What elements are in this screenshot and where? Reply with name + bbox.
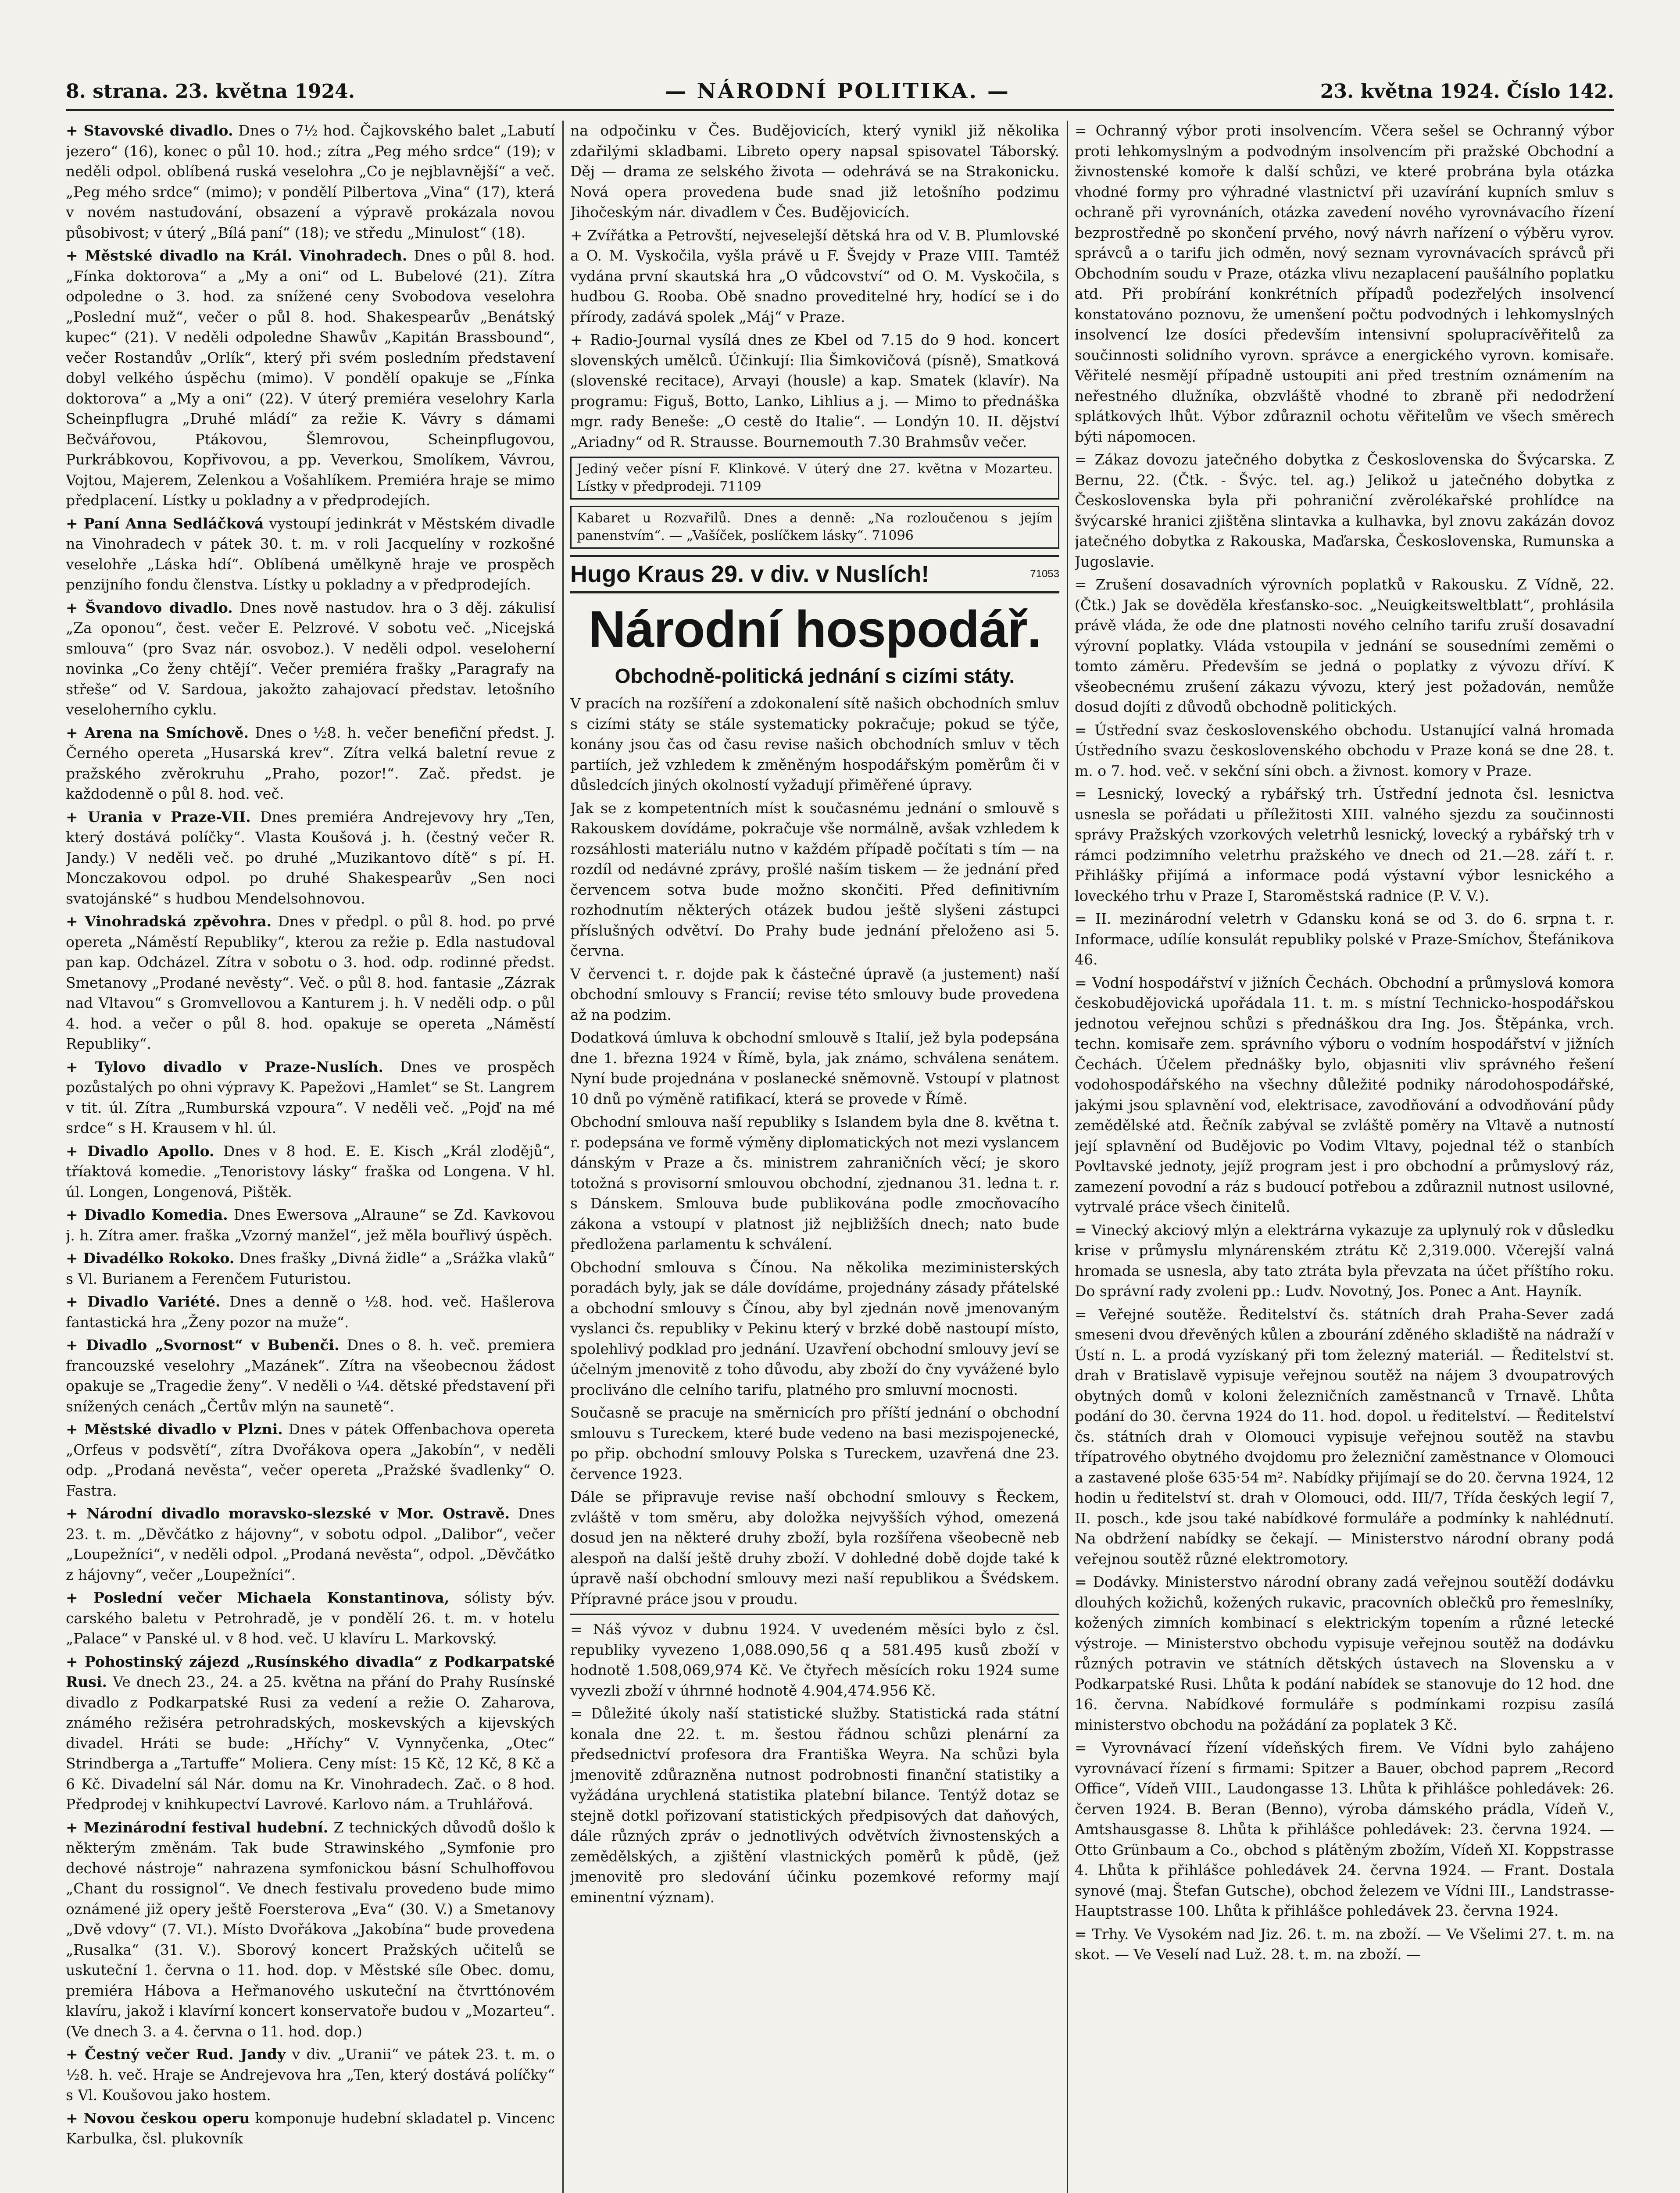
notice-title: + Divadlo Apollo. [66,1142,214,1160]
notice-text: vystoupí jedinkrát v Městském divadle na Vinohradech v pátek 30. t. m. v roli Jacquelíny v rozkošné veselohře „Láska hdí“. Oblíbená umělkyně hraje ve prospěch penzijního fondu členstva. Lístky u pokladny a v předprodejích. [66,514,555,593]
theatre-notice [66,246,555,511]
theatre-notice [66,1335,555,1417]
theatre-notice [66,1057,555,1139]
notice-text: Dnes o 7½ hod. Čajkovského balet „Labutí jezero“ (16), konec o půl 10. hod.; zítra „Peg mého srdce“ (19); v neděli odpol. oblíbená ruská veselohra „Co je nejblavnější“ a več. „Peg mého srdce“ (mimo); v pondělí Pilbertova „Vina“ (17), která v novém nastudování, obsazení a výpravě prokázala novou působivost; v úterý „Bílá paní“ (18); ve středu „Minulost“ (18). [66,122,555,241]
theatre-notice [66,514,555,595]
notice-text: v div. „Uranii“ ve pátek 23. t. m. o ½8. h. več. Hraje se Andrejevova hra „Ten, který dostává políčky“ s Vl. Koušovou jako hostem. [66,2046,555,2104]
article-paragraph: Dále se připravuje revise naší obchodní smlouvy s Řeckem, zvláště v tom směru, aby doložka nejvyšších výhod, omezená dosud jen na některé druhy zboží, byla rozšířena všeobecně neb alespoň na další ještě druhy zboží. V dohledné době dojde také k úpravě naší obchodní smlouvy mezi naší republikou a Švédskem. Přípravné práce jsou v proudu. [570,1488,1059,1607]
notice-title: + Urania v Praze-VII. [66,808,251,825]
theatre-notice [66,723,555,804]
column-rule-1 [562,121,564,2193]
economy-notice: = Ochranný výbor proti insolvencím. Včera sešel se Ochranný výbor proti lehkomyslným a podvodným insolvencím při pražské Obchodní a živnostenské komoře k další schůzi, ve které probrána byla otázka vhodné formy pro výhradné vlastnictví při uzavírání kupních smluv s ochraně při vyrovnáních, otázka zavedení nového vyrovnávacího řízení bezprostředně po skončení prvého, nový návrh nařízení o výběru vyrov. správců a o tarifu jich odměn, nový seznam vyrovnávacích správců při Obchodním soudu v Praze, otázka vlivu nezaplacení paušálního poplatku atd. Při probírání konkrétních případů podezřelých insolvencí konstatováno poznovu, že umenšení počtu podvodných i lehkomyslných insolvencí lze dosíci především intensivní spolupracívěřitelů za součinnosti solidního vyrovn. správce a energického vyrovn. komisaře. Věřitelé nesmějí případně ustoupiti ani před trestním oznámením na neřestného dlužníka, obzvláště vhodné to zbraně při nedodržení splátkových lhůt. Výbor zdůraznil ochotu věřitelům ve všech směrech býti nápomocen. [1075,122,1614,445]
article-trade-negotiations [570,693,1059,1609]
article-paragraph: Současně se pracuje na směrnicích pro příští jednání o obchodní smlouvu s Tureckem, které bude vedeno na basi mezispojenecké, po přip. obchodní smlouvy Polska s Tureckem, uzavřená dne 23. července 1923. [570,1404,1059,1482]
header-left: 8. strana. 23. května 1924. [66,80,355,103]
notice-text: Dnes v 8 hod. E. E. Kisch „Král zlodějů“, tříaktová komedie. „Tenoristovy lásky“ fraška od Longena. V hl. úl. Longen, Longenová, Pištěk. [66,1142,555,1200]
theatre-notice [66,2044,555,2106]
notice-title: + Národní divadlo moravsko-slezské v Mor. Ostravě. [66,1505,510,1522]
theatre-notice [66,1141,555,1203]
notice-title: + Poslední večer Michaela Konstantinova, [66,1589,450,1606]
notice-text: Z technických důvodů došlo k některým změnám. Tak bude Strawinského „Symfonie pro dechové nástroje“ nahrazena symfonickou básní Schulhoffovou „Chant du rossignol“. Ve dnech festivalu provedeno bude mimo oznámené již opery ještě Foersterova „Eva“ (30. V.) a Smetanovy „Dvě vdovy“ (7. VI.). Místo Dvořákova „Jakobína“ bude provedena „Rusalka“ (31. V.). Sborový koncert Pražských učitelů se uskuteční 1. června o 11. hod. dop. v Městské síle Obec. domu, premiéra Hábova a Heřmanového uskuteční na čtvrttónovém klavíru, jakož i klavírní koncert konservatoře budou v „Mozarteu“. (Ve dnech 3. a 4. června o 11. hod. dop.) [66,1818,555,2040]
section-title: Národní hospodář. [588,600,1041,658]
theatre-notice [66,598,555,720]
notice-title: + Arena na Smíchově. [66,724,249,741]
column-economy [1075,121,1614,2193]
section-subtitle: Obchodně-politická jednání s cizími státy. [615,664,1015,687]
theatre-notice [66,1248,555,1289]
notice-text: Dnes nově nastudov. hra o 3 děj. zákulisí „Za oponou“, čest. večer E. Pelzrové. V sobotu več. „Nicejská smlouva“ (pro Svaz nár. osvoboz.). V neděli odpol. veseloherní novinka „Co ženy chtějí“. Večer premiéra frašky „Paragrafy na střeše“ od V. Sardoua, jakožto zahajovací představ. letošního veseloherního cyklu. [66,599,555,718]
notice-paragraph: + Zvířátka a Petrovští, nejveselejší dětská hra od V. B. Plumlovské a O. M. Vyskočila, vyšla právě u F. Švejdy v Praze VIII. Tamtéž vydána první skautská hra „O vůdcovství“ od O. M. Vyskočila, s hudbou G. Rooba. Obě snadno proveditelné hry, hodící se i do přírody, zadává spolek „Máj“ v Praze. [570,226,1059,325]
header-masthead: — NÁRODNÍ POLITIKA. — [665,79,1010,104]
column-theatre [66,121,555,2193]
notice-title: + Pohostinský zájezd „Rusínského divadla“ z Podkarpatské Rusi. [66,1653,555,1690]
column-rule-2 [1067,121,1068,2193]
notice-title: + Divadlo „Svornost“ v Bubenči. [66,1336,340,1354]
notice-text: Dnes frašky „Divná židle“ a „Srážka vlaků“ s Vl. Burianem a Ferenčem Futuristou. [66,1250,555,1287]
theatre-notice [66,1292,555,1332]
economy-notice: = Vodní hospodářství v jižních Čechách. Obchodní a průmyslová komora českobudějovická upořádala 11. t. m. s místní Technicko-hospodářskou jednotou veřejnou schůzi s přednáškou dra Ing. Jos. Štěpánka, vrch. techn. komisaře zem. správního výboru o vodním hospodářství v jižních Čechách. Účelem přednášky bylo, objasniti vliv správného řešení vodohospodářského na všechny důležité podniky národohospodářské, jakými jsou splavnění vod, elektrisace, zavodňování a odvodňování půdy zemědělské atd. Řečník zabýval se zvláště poměry na Vltavě a nutností její splavnění od Budějovic po Vodim Vltavy, pojednal též o stanbích Povltavské jednoty, jejíž program jest i pro obchodní a průmyslový ráz, zamezení povodní a ráz s budoucí potřebou a zdůraznil nutnost usilovné, vytrvalé práce všech činitelů. [1075,974,1614,1215]
ad-rozvarilu: Kabaret u Rozvařilů. Dnes a denně: „Na rozloučenou s jejím panenstvím“. — „Vašíček, poslíčkem lásky“. 71096 [570,506,1059,549]
notice-title: + Divadélko Rokoko. [66,1250,235,1267]
middle-top-notices [570,121,1059,452]
theatre-notice [66,1205,555,1246]
theatre-notice [66,121,555,243]
article-paragraph: Dodatková úmluva k obchodní smlouvě s Italií, jež byla podepsána dne 1. března 1924 v Římě, byla, jak známo, schválena senátem. Nyní bude projednána v poslanecké sněmovně. Vstoupí v platnost 10 dnů po výměně ratifikací, která se provede v Římě. [570,1029,1059,1107]
theatre-notice [66,1419,555,1501]
economy-notice: = Dodávky. Ministerstvo národní obrany zadá veřejnou soutěží dodávku dlouhých kožichů, kožených rukavic, pracovních oblečků pro řemeslníky, kožených zimních kombinací s elektrickým topením a různé letecké výstroje. — Ministerstvo obchodu vypisuje veřejnou soutěž na dodávku různých potravin ve státních dětských ústavech na Slovensku a v Podkarpatské Rusi. Lhůta k podání nabídek se stanovuje do 12 hod. dne 16. června. Nabídkové formuláře s podmínkami rozpisu zasílá ministerstvo obchodu na požádání za poplatek 3 Kč. [1075,1573,1614,1733]
economy-notice: = Zrušení dosavadních výrovních poplatků v Rakousku. Z Vídně, 22. (Čtk.) Jak se dověděla křesťansko-soc. „Neuigkeitsweltblatt“, prohlásila právě vláda, že ode dne platnosti nového celního tarifu zruší dosavadní výrovní poplatky. Vláda vstoupila v jednání se sousedními zeměmi o tomto záměru. Především se jedná o poplatky z vývozu dříví. K všeobecnému zrušení zákazu vývozu, který jest požadován, nemůže dosud dojíti z důvodů obchodně politických. [1075,576,1614,715]
theatre-notice [66,2108,555,2149]
notice-title: + Švandovo divadlo. [66,599,233,616]
notice-text: Dnes o 8. h. več. premiera francouzské veselohry „Mazánek“. Zítra na všeobecnou žádost opakuje se „Tragedie ženy“. V neděli o ¼4. dětské představení při snížených cenách „Čertův mlýn na saunetě“. [66,1336,555,1415]
page-header [66,74,1614,111]
column-middle [570,121,1059,2193]
theatre-notice [66,911,555,1054]
notice-text: sólisty býv. carského baletu v Petrohradě, je v pondělí 26. t. m. v hotelu „Palace“ v Panské ul. v 8 hod. več. U klavíru L. Markovský. [66,1589,555,1647]
notice-text: Dnes a denně o ½8. hod. več. Hašlerova fantastická hra „Ženy pozor na muže“. [66,1293,555,1331]
economy-notice: = Náš vývoz v dubnu 1924. V uvedeném měsíci bylo z čsl. republiky vyvezeno 1,088.090,56 q a 581.495 kusů zboží v hodnotě 1.508,069,974 Kč. Ve čtyřech měsících roku 1924 sume vyvezli zboží v úhrnné hodnotě 4.904,474.956 Kč. [570,1621,1059,1699]
economy-notice: = Trhy. Ve Vysokém nad Jiz. 26. t. m. na zboží. — Ve Všelimi 27. t. m. na skot. — Ve Veselí nad Luž. 28. t. m. na zboží. — [1075,1925,1614,1963]
notice-title: + Mezinárodní festival hudební. [66,1818,329,1836]
header-right: 23. května 1924. Číslo 142. [1320,80,1614,103]
article-paragraph: V pracích na rozšíření a zdokonalení sítě našich obchodních smluv s cizími státy se stále systematicky pokračuje; pokud se týče, konány jsou čas od času revise našich obchodních smluv v těch partiích, jež vzhledem k změněným hospodářským poměrům či v důsledcích jiných okolností vyžadují přiměřené úpravy. [570,695,1059,793]
theatre-notice [66,1504,555,1585]
ad-klinkova: Jediný večer písní F. Klinkové. V úterý dne 27. května v Mozarteu. Lístky v předprodeji. 71109 [570,457,1059,500]
notice-title: + Městské divadlo v Plzni. [66,1421,283,1438]
economy-notice: = Veřejné soutěže. Ředitelství čs. státních drah Praha-Sever zadá smeseni dvou dřevěných kůlen a zbourání zděného skladiště na nádraží v Ústí n. L. a prodá vyzískaný při tom železný materiál. — Ředitelství st. drah v Bratislavě vypisuje veřejnou soutěž na nájem 3 dvoupatrových obytných domů v koloni železničních zaměstnanců v Trnavě. Lhůta podání do 30. června 1924 do 11. hod. dopol. u ředitelství. — Ředitelství čs. státních drah v Olomouci vypisuje veřejnou soutěž na stavbu třípatrového obytného dvojdomu pro železniční zaměstnance v Olomouci a zastavené ploše 635·54 m². Nabídky přijímají se do 20. června 1924, 12 hodin u ředitelství st. drah v Olomouci, odd. III/7, Třída českých legií 7, II. posch., kde jsou také nabídkové formuláře a podmínky k nahlédnutí. Na obdržení nabídky se čekají. — Ministerstvo národní obrany podá veřejnou soutěž různé elektromotory. [1075,1305,1614,1568]
ad-hugo-kraus: Hugo Kraus 29. v div. v Nuslích! 71053 [570,555,1059,593]
notice-text: Dnes ve prospěch pozůstalých po ohni výpravy K. Papežovi „Hamlet“ se St. Langrem v tit. úl. Zítra „Rumburská vzpoura“. V neděli več. „Pojď na mé srdce“ s H. Krausem v hl. úl. [66,1058,555,1136]
notice-title: + Městské divadlo na Král. Vinohradech. [66,247,407,264]
notice-text: Dnes premiéra Andrejevovy hry „Ten, který dostává políčky“. Vlasta Koušová j. h. (čestný večer R. Jandy.) V neděli več. po druhé „Muzikantovo dítě“ s pí. H. Monczakovou odpol. po druhé Shakespearův „Sen noci svatojánské“ s hudbou Mendelsohnovou. [66,808,555,907]
notice-paragraph: na odpočinku v Čes. Budějovicích, který vynikl již několika zdařilými skladbami. Libreto opery napsal spisovatel Táborský. Děj — drama ze selského života — odehrává se na Strakonicku. Nová opera provedena bude snad již letošního podzimu Jihočeským nár. divadlem v Čes. Budějovicích. [570,122,1059,221]
economy-notice: = Zákaz dovozu jatečného dobytka z Československa do Švýcarska. Z Bernu, 22. (Čtk. - Švýc. tel. ag.) Jelikož u jatečného dobytka z Československa byla při pohraniční zvěrolékařské prohlídce na švýcarské hranici zjištěna slintavka a kulhavka, byl znovu zakázán dovoz jatečného dobytka z Rakouska, Maďarska, Československa, Rumunska a Jugoslavie. [1075,451,1614,570]
notice-title: + Čestný večer Rud. Jandy [66,2046,286,2063]
notice-title: + Novou českou operu [66,2109,250,2127]
economy-notice: = Ústřední svaz československého obchodu. Ustanující valná hromada Ústředního svazu československého obchodu v Praze koná se dne 28. t. m. o 7. hod. več. v sekční síni obch. a živnost. komory v Praze. [1075,721,1614,779]
notice-title: + Vinohradská zpěvohra. [66,913,272,930]
notice-title: + Divadlo Variété. [66,1293,221,1310]
theatre-notice [66,1652,555,1815]
article-paragraph: V červenci t. r. dojde pak k částečné úpravě (a justement) naší obchodní smlouvy s Francií; revise této smlouvy bude provedena až na podzim. [570,965,1059,1023]
notice-text: Dnes v pátek Offenbachova opereta „Orfeus v podsvětí“, zítra Dvořákova opera „Jakobín“, v neděli odp. „Prodaná nevěsta“, večer opereta „Pražské švadlenky“ O. Fastra. [66,1421,555,1499]
middle-bottom-notices [570,1619,1059,1907]
notice-text: Dnes v předpl. o půl 8. hod. po prvé opereta „Náměstí Republiky“, kterou za režie p. Edla nastudoval pan kap. Odcházel. Zítra v sobotu o 3. hod. odp. rodinné předst. Smetanovy „Prodané nevěsty“. Več. o půl 8. hod. fantasie „Zázrak nad Vltavou“ s Gromvellovou a Kanturem j. h. V neděli odp. o půl 4. hod. a večer o půl 8. hod. opakuje se opereta „Náměstí Republiky“. [66,913,555,1052]
theatre-notice [66,807,555,909]
divider [570,1614,1059,1615]
theatre-notice [66,1818,555,2042]
notice-title: + Paní Anna Sedláčková [66,514,264,532]
economy-notice: = II. mezinárodní veletrh v Gdansku koná se od 3. do 6. srpna t. r. Informace, udílíe konsulát republiky polské v Praze-Smíchov, Štefánikova 46. [1075,910,1614,968]
notice-text: Dnes Ewersova „Alraune“ se Zd. Kavkovou j. h. Zítra amer. fraška „Vzorný manžel“, jež měla bouřlivý úspěch. [66,1206,555,1244]
economy-notice: = Lesnický, lovecký a rybářský trh. Ústřední jednota čsl. lesnictva usnesla se pořádati u příležitosti XIII. valného sjezdu za součinnosti správy Pražských vzorkových veletrhů lesnický, lovecký a rybářský trh v rámci podzimního veletrhu pražského ve dnech od 21.—28. září t. r. Přihlášky přijímá a informace podá výstavní výbor lesnického a loveckého trhu v Praze I, Staroměstská radnice (P. V. V.). [1075,785,1614,904]
economy-notice: = Vinecký akciový mlýn a elektrárna vykazuje za uplynulý rok v důsledku krise v průmyslu mlynárenském ztrátu Kč 2,319.000. Včerejší valná hromada se usnesla, aby tato ztráta byla převzata na účet příštího roku. Do správní rady zvoleni pp.: Ludv. Novotný, Jos. Ponec a Ant. Hayník. [1075,1221,1614,1300]
notice-text: Dnes 23. t. m. „Děvčátko z hájovny“, v sobotu odpol. „Dalibor“, večer „Loupežníci“, v neděli odpol. „Prodaná nevěsta“, odpol. „Děvčátko z hájovny“, večer „Loupežníci“. [66,1505,555,1583]
notice-text: komponuje hudební skladatel p. Vincenc Karbulka, čsl. plukovník [66,2109,555,2147]
article-paragraph: Obchodní smlouva naší republiky s Islandem byla dne 8. května t. r. podepsána ve formě výměny diplomatických not mezi vyslancem dánským v Praze a čs. ministrem zahraničních věcí; je skoro totožná s provisorní smlouvou obchodní, zjednanou 31. ledna t. r. s Dánskem. Smlouva bude publikována podle zmocňovacího zákona a vstoupí v platnost již nejbližších dnech; nato bude předložena parlamentu k schválení. [570,1113,1059,1253]
economy-notice: = Důležité úkoly naší statistické služby. Statistická rada státní konala dne 22. t. m. šestou řádnou schůzi plenární za předsednictví profesora dra Františka Weyra. Na schůzi byla jmenovitě zdůrazněna nutnost podrobnosti finanční statistiky a vyžádána urychlená statistika platební bilance. Tentýž dotaz se stejně dotkl pořizovaní statistických předpisových dat daňových, dále různých zpráv o jednotlivých odvětvích živnostenských a zemědělských, a zjištění vlastnických poměrů k půdě, (jež jmenovitě pro sledování účinku pozemkové reformy mají eminentní význam). [570,1705,1059,1906]
notice-text: Dnes o ½8. h. večer benefiční předst. J. Černého opereta „Husarská krev“. Zítra velká baletní revue z pražského zvěrokruhu „Praho, pozor!“. Zač. předst. je každodenně o půl 8. hod. več. [66,724,555,802]
article-paragraph: Obchodní smlouva s Čínou. Na několika meziministerských poradách byly, jak se dále dovídáme, projednány zásady přátelské a obchodní smlouvy s Čínou, aby byl zjednán nově jmenovaným vyslanci čs. republiky v Pekinu který v brzké době nastoupí místo, spolehlivý podklad pro jednání. Uzavření obchodní smlouvy jeví se účelným jmenovitě z toho důvodu, aby zboží do čny vyvážené bylo procliváno dle celního tarifu, platného pro smluvní mocnosti. [570,1258,1059,1398]
notice-paragraph: + Radio-Journal vysílá dnes ze Kbel od 7.15 do 9 hod. koncert slovenských umělců. Účinkují: Ilia Šimkovičová (písně), Smatková (slovenské recitace), Arvayi (housle) a kap. Smatek (klavír). Na programu: Figuš, Botto, Lanko, Lihlius a j. — Mimo to přednáška mgr. rady Beneše: „O cestě do Italie“. — Londýn 10. II. dějství „Ariadny“ od R. Strausse. Bournemouth 7.30 Brahmsův večer. [570,331,1059,450]
notice-title: + Divadlo Komedia. [66,1206,228,1223]
economy-notice: = Vyrovnávací řízení vídeňských firem. Ve Vídni bylo zahájeno vyrovnávací řízení s firmami: Spitzer a Bauer, obchod paprem „Record Office“, Vídeň VIII., Laudongasse 13. Lhůta k přihlášce pohledávek: 26. červen 1924. B. Beran (Benno), výroba dámského prádla, Vídeň V., Amtshausgasse 8. Lhůta k přihlášce pohledávek: 23. června 1924. — Otto Grünbaum a Co., obchod s plátěným zbožím, Vídeň XI. Koppstrasse 4. Lhůta k přihlášce pohledávek 24. června 1924. — Frant. Dostala synové (maj. Štefan Gutsche), obchod železem ve Vídni III., Landstrasse-Hauptstrasse 100. Lhůta k přihlášce pohledávek 23. června 1924. [1075,1739,1614,1919]
article-paragraph: Jak se z kompetentních míst k současnému jednání o smlouvě s Rakouskem dovídáme, pokračuje vše normálně, avšak vzhledem k rozsáhlosti materiálu nutno v každém případě počítati s tím — na rozdíl od nedávné zprávy, prošlé naším tiskem — že jednání před červencem sotva bude možno skončiti. Před definitivním rozhodnutím některých otázek budou ještě slyšeni zástupci příslušných odvětví. Do Prahy bude jednání přeloženo asi 5. června. [570,799,1059,959]
notice-title: + Tylovo divadlo v Praze-Nuslích. [66,1058,383,1075]
notice-text: Ve dnech 23., 24. a 25. května na přání do Prahy Rusínské divadlo z Podkarpatské Rusi za vedení a režie O. Zaharova, známého režiséra petrohradských, moskevských a kijevských divadel. Hráti se bude: „Hříchy“ V. Vynnyčenka, „Otec“ Strindberga a „Tartuffe“ Moliera. Ceny míst: 15 Kč, 12 Kč, 8 Kč a 6 Kč. Divadelní sál Nár. domu na Kr. Vinohradech. Zač. o 8 hod. Předprodej v knihkupectví Lavrové. Karlovo nám. a Truhlářová. [66,1673,555,1813]
theatre-notice [66,1588,555,1649]
notice-title: + Stavovské divadlo. [66,122,233,139]
notice-text: Dnes o půl 8. hod. „Fínka doktorova“ a „My a oni“ od L. Bubelové (21). Zítra odpoledne o 3. hod. za snížené ceny Svobodova veselohra „Poslední muž“, večer o půl 8. hod. Shakespearův „Benátský kupec“ (21). V neděli odpoledne Shawův „Kapitán Brassbound“, večer Rostandův „Orlík“, který při svém posledním představení dobyl velkého úspěchu (mimo). V pondělí opakuje se „Fínka doktorova“ a „My a oni“ (22). V úterý premiéra veselohry Karla Scheinpflugra „Druhé mládí“ za režie K. Vávry s dámami Bečvářovou, Ptákovou, Šlemrovou, Scheinpflugovou, Purkrábkovou, Kopřivovou, a pp. Veverkou, Smolíkem, Vávrou, Vojtou, Majerem, Zelenkou a Vošahlíkem. Premiéra hraje se mimo předplacení. Lístky u pokladny a v předprodejích. [66,247,555,509]
